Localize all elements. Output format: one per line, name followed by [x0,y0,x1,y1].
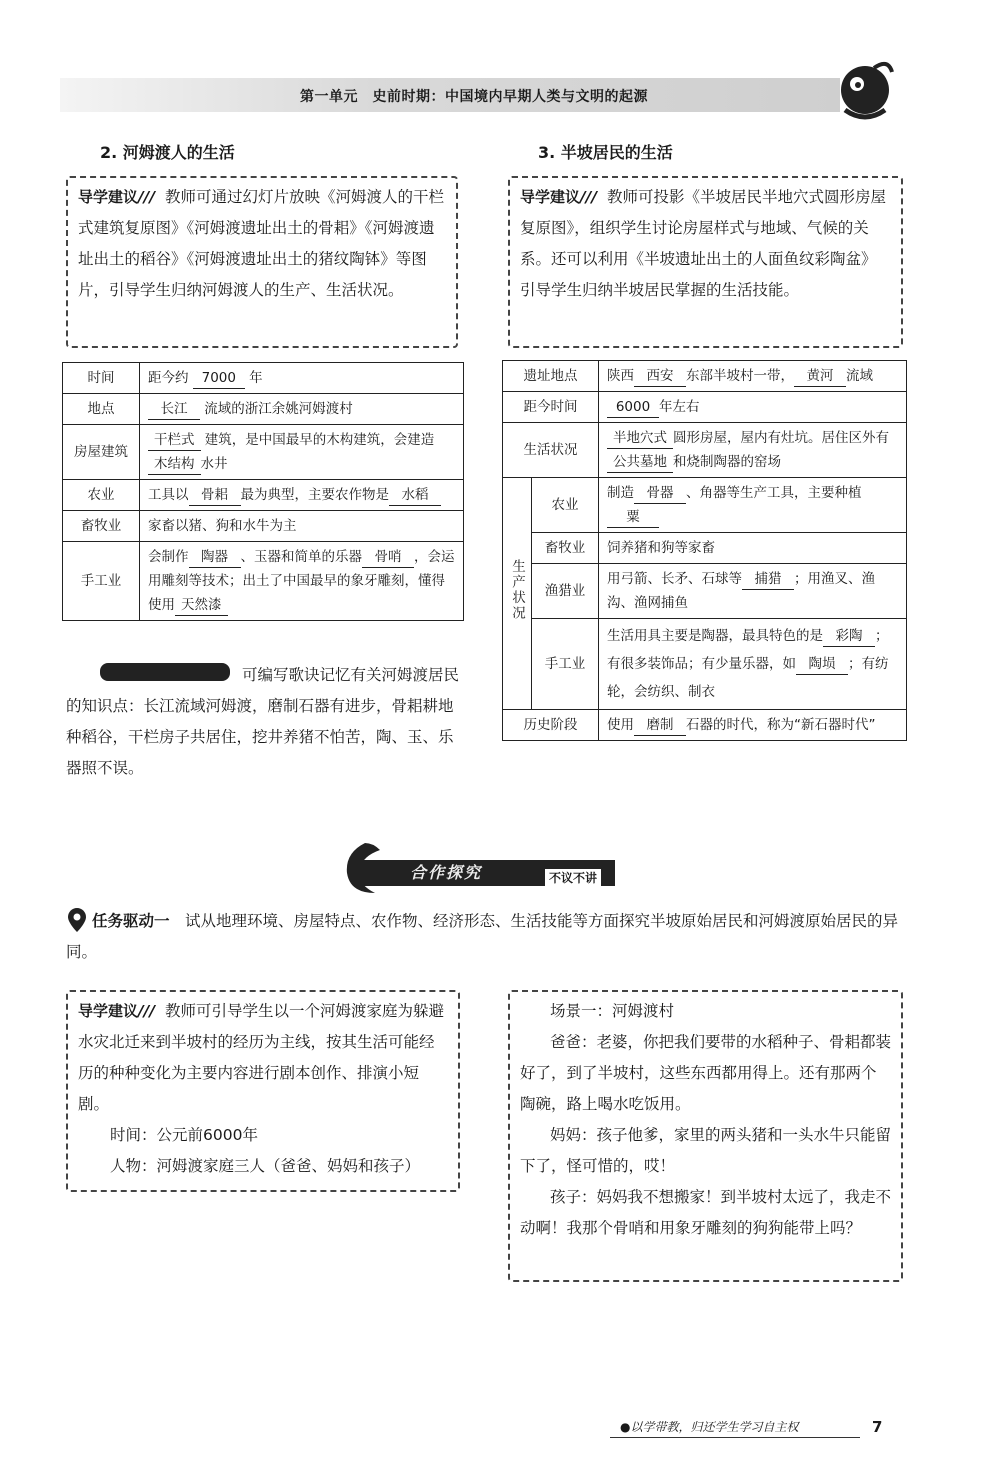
footer-slogan: ●以学带教，归还学生学习自主权 [620,1420,799,1434]
house-mid: 建筑，是中国最早的木构建筑，会建造 [204,432,435,448]
guide-box-banpo [508,176,903,348]
task-paragraph [66,906,916,968]
craft-label-banpo: 手工业 [532,619,599,710]
dist-label: 距今时间 [503,392,599,423]
livestock-text: 家畜以猪、狗和水牛为主 [140,511,464,542]
blank-craft3: 天然漆 [175,595,228,616]
page-number: 7 [872,1418,883,1436]
blank-stage: 磨制 [634,715,686,736]
scene-line-mother: 妈妈：孩子他爹，家里的两头猪和一头水牛只能留下了，怪可惜的，哎！ [520,1126,892,1175]
guide-box-hemudu [66,176,458,348]
guide-label-drama: 导学建议 [78,1002,139,1020]
dist-post: 年左右 [659,399,700,415]
place-label: 地点 [63,394,140,425]
blank-craft-banpo2: 陶埙 [796,654,848,675]
blank-site2: 黄河 [794,366,846,387]
craft-label: 手工业 [63,542,140,621]
blank-craft-banpo1: 彩陶 [823,626,875,647]
time-post: 年 [249,370,263,386]
mascot-icon [830,58,900,128]
blank-agri-banpo1: 骨器 [634,483,686,504]
guide-label-banpo: 导学建议 [520,188,581,206]
agri-label-banpo: 农业 [532,478,599,533]
fish-label: 渔猎业 [532,564,599,619]
craft-pre: 会制作 [148,549,189,565]
site-mid: 东部半坡村一带， [686,368,794,384]
task-text: 试从地理环境、房屋特点、农作物、经济形态、生活技能等方面探究半坡原始居民和河姆渡原始居民的异同。 [66,912,899,961]
coop-title: 合作探究 [410,863,483,882]
prod-label [503,478,532,710]
guide-slash-drama-icon: /// [138,1002,155,1020]
blank-agri-banpo2: 粟 [607,507,659,528]
craft-mid-banpo: ；有很多装饰品；有少量乐器，如 [607,628,889,672]
site-pre: 陕西 [607,368,634,384]
guide-box-drama [66,990,460,1192]
stage-post: 石器的时代，称为“新石器时代” [686,717,876,733]
section-title-hemudu: 2. 河姆渡人的生活 [100,143,235,162]
agri-mid: 最为典型，主要农作物是 [240,487,389,503]
footer-rule [610,1437,860,1438]
guide-text-banpo: 教师可投影《半坡居民半地穴式圆形房屋复原图》，组织学生讨论房屋样式与地域、气候的关系。还可以利用《半坡遗址出土的人面鱼纹彩陶盆》引导学生归纳半坡居民掌握的生活技能。 [520,188,887,299]
scene-title: 场景一：河姆渡村 [550,1002,675,1020]
agri-label: 农业 [63,480,140,511]
blank-dist: 6000 [607,397,659,418]
life-mid: 圆形房屋，屋内有灶坑。居住区外有 [673,430,889,446]
guide-text-drama: 教师可引导学生以一个河姆渡家庭为躲避水灾北迁来到半坡村的经历为主线，按其生活可能经历的种种变化为主要内容进行剧本创作、排演小短剧。 [78,1002,445,1113]
house-label: 房屋建筑 [63,425,140,480]
task-label: 任务驱动一 [92,912,170,930]
craft-pre-banpo: 生活用具主要是陶器，最具特色的是 [607,628,823,644]
agri-pre-banpo: 制造 [607,485,634,501]
coop-subtitle: 不议不讲 [545,869,601,886]
life-label: 生活状况 [503,423,599,478]
blank-house1: 干栏式 [148,430,201,451]
blank-craft1: 陶器 [189,547,241,568]
site-post: 流域 [846,368,873,384]
scene-line-father: 爸爸：老婆，你把我们要带的水稻种子、骨耜都装好了，到了半坡村，这些东西都用得上。还有那两个陶碗，路上喝水吃饭用。 [520,1033,892,1113]
livestock-label: 畜牧业 [63,511,140,542]
blank-life1: 半地穴式 [607,428,673,449]
craft-post-banpo: ；有纺轮，会纺织、制衣 [607,656,889,700]
guide-label: 导学建议 [78,188,139,206]
drama-people: 人物：河姆渡家庭三人（爸爸、妈妈和孩子） [110,1157,421,1175]
blank-craft2: 骨哨 [362,547,414,568]
unit-title: 第一单元 史前时期：中国境内早期人类与文明的起源 [300,89,648,105]
site-label: 遗址地点 [503,361,599,392]
blank-time: 7000 [193,368,245,389]
blank-agri2: 水稻 [389,485,441,506]
blank-house2: 木结构 [148,454,201,475]
guide-text: 教师可通过幻灯片放映《河姆渡人的干栏式建筑复原图》《河姆渡遗址出土的骨耜》《河姆渡遗址出土的稻谷》《河姆渡遗址出土的猪纹陶钵》等图片，引导学生归纳河姆渡人的生产、生活状况。 [78,188,445,299]
craft-mid2: ，会运用雕刻等技术；出土了中国最早的象牙雕刻，懂得使用 [148,549,455,613]
craft-mid1: 、玉器和简单的乐器 [240,549,362,565]
memo-text: 可编写歌诀记忆有关河姆渡居民的知识点：长江流域河姆渡，磨制石器有进步，骨耜耕地种稻谷，干栏房子共居住，挖井养猪不怕苦，陶、玉、乐器照不误。 [66,666,460,777]
prod-label-text: 生产状况 [509,558,525,621]
guide-slash-banpo-icon: /// [580,188,597,206]
fish-pre: 用弓箭、长矛、石球等 [607,571,742,587]
stage-pre: 使用 [607,717,634,733]
fish-post: ；用渔叉、渔沟、渔网捕鱼 [607,571,875,611]
blank-agri1: 骨耜 [189,485,241,506]
livestock-text-banpo: 饲养猪和狗等家畜 [599,533,907,564]
section-title-banpo: 3. 半坡居民的生活 [538,143,673,162]
time-label: 时间 [63,363,140,394]
scene-line-child: 孩子：妈妈我不想搬家！到半坡村太远了，我走不动啊！我那个骨哨和用象牙雕刻的狗狗能带上吗？ [520,1188,892,1237]
banpo-table [502,360,907,741]
blank-fish: 捕猎 [742,569,794,590]
stage-label: 历史阶段 [503,710,599,741]
agri-mid-banpo: 、角器等生产工具，主要种植 [686,485,862,501]
scene-box [508,990,903,1282]
time-pre: 距今约 [148,370,189,386]
guide-slash-icon: /// [138,188,155,206]
blank-site1: 西安 [634,366,686,387]
life-post: 和烧制陶器的窑场 [673,454,781,470]
blank-life2: 公共墓地 [607,452,673,473]
livestock-label-banpo: 畜牧业 [532,533,599,564]
house-post: 水井 [200,456,228,472]
place-post: 流域的浙江余姚河姆渡村 [204,401,353,417]
drama-time: 时间：公元前6000年 [110,1126,258,1144]
hemudu-table [62,362,464,621]
blank-place: 长江 [148,399,200,420]
agri-pre: 工具以 [148,487,189,503]
